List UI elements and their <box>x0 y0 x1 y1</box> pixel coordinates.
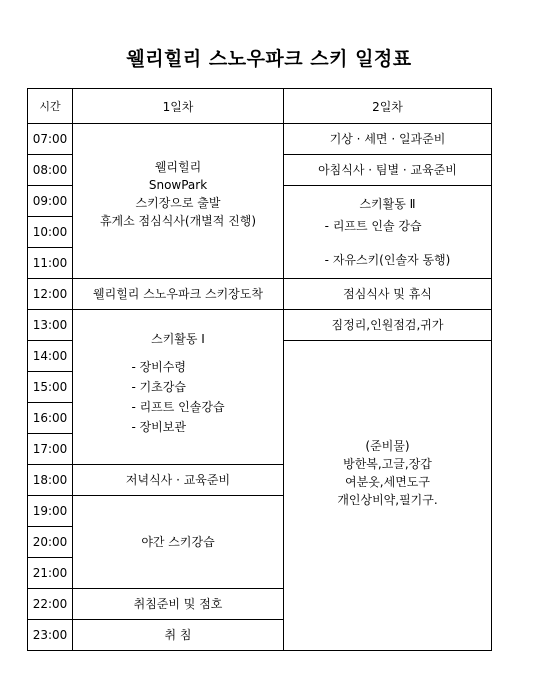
time-cell: 07:00 <box>28 124 73 155</box>
ski1-item: - 장비수령 <box>131 360 186 374</box>
header-row <box>28 89 492 124</box>
day1-bed-prep-cell: 취침준비 및 점호 <box>73 589 284 620</box>
time-cell: 19:00 <box>28 496 73 527</box>
page-title: 웰리힐리 스노우파크 스키 일정표 <box>126 48 412 70</box>
ski1-title: 스키활동 Ⅰ <box>151 332 205 346</box>
ski2-item: - 리프트 인솔 강습 <box>324 219 422 233</box>
time-cell: 17:00 <box>28 434 73 465</box>
ski2-item: - 자유스키(인솔자 동행) <box>324 253 451 267</box>
time-cell: 14:00 <box>28 341 73 372</box>
time-cell: 10:00 <box>28 217 73 248</box>
header-day1: 1일차 <box>73 89 284 124</box>
day1-arrival-cell: 웰리힐리 스노우파크 스키장도착 <box>73 279 284 310</box>
time-cell: 18:00 <box>28 465 73 496</box>
time-cell: 09:00 <box>28 186 73 217</box>
day2-cleanup-cell: 짐정리,인원점검,귀가 <box>284 310 492 341</box>
day2-wakeup-cell: 기상 · 세면 · 일과준비 <box>284 124 492 155</box>
day2-supplies-cell <box>284 341 492 651</box>
supplies-line: 방한복,고글,장갑 <box>343 456 432 471</box>
time-cell: 16:00 <box>28 403 73 434</box>
ski2-title: 스키활동 Ⅱ <box>359 197 416 211</box>
day2-ski2-cell <box>284 186 492 279</box>
day1-night-ski-cell: 야간 스키강습 <box>73 496 284 589</box>
ski1-item: - 기초강습 <box>131 380 186 394</box>
schedule-table <box>27 88 492 651</box>
day1-sleep-cell: 취 침 <box>73 620 284 651</box>
time-cell: 20:00 <box>28 527 73 558</box>
departure-line: 휴게소 점심식사(개별적 진행) <box>99 214 257 228</box>
table-row <box>28 310 492 341</box>
supplies-line: 개인상비약,필기구. <box>337 492 438 507</box>
supplies-line: 여분옷,세면도구 <box>345 474 430 489</box>
time-cell: 22:00 <box>28 589 73 620</box>
time-cell: 08:00 <box>28 155 73 186</box>
day1-departure-cell <box>73 124 284 279</box>
departure-line: SnowPark <box>148 178 208 192</box>
header-time: 시간 <box>28 89 73 124</box>
supplies-line: (준비물) <box>365 438 410 453</box>
day2-lunch-cell: 점심식사 및 휴식 <box>284 279 492 310</box>
day1-dinner-cell: 저녁식사 · 교육준비 <box>73 465 284 496</box>
day1-ski1-cell <box>73 310 284 465</box>
header-day2: 2일차 <box>284 89 492 124</box>
table-row <box>28 279 492 310</box>
time-cell: 11:00 <box>28 248 73 279</box>
departure-line: 웰리힐리 <box>154 160 202 174</box>
ski1-item: - 리프트 인솔강습 <box>131 400 225 414</box>
day2-breakfast-cell: 아침식사 · 팀별 · 교육준비 <box>284 155 492 186</box>
table-row <box>28 124 492 155</box>
time-cell: 13:00 <box>28 310 73 341</box>
ski1-item: - 장비보관 <box>131 420 186 434</box>
time-cell: 15:00 <box>28 372 73 403</box>
time-cell: 21:00 <box>28 558 73 589</box>
time-cell: 12:00 <box>28 279 73 310</box>
time-cell: 23:00 <box>28 620 73 651</box>
departure-line: 스키장으로 출발 <box>135 196 221 210</box>
